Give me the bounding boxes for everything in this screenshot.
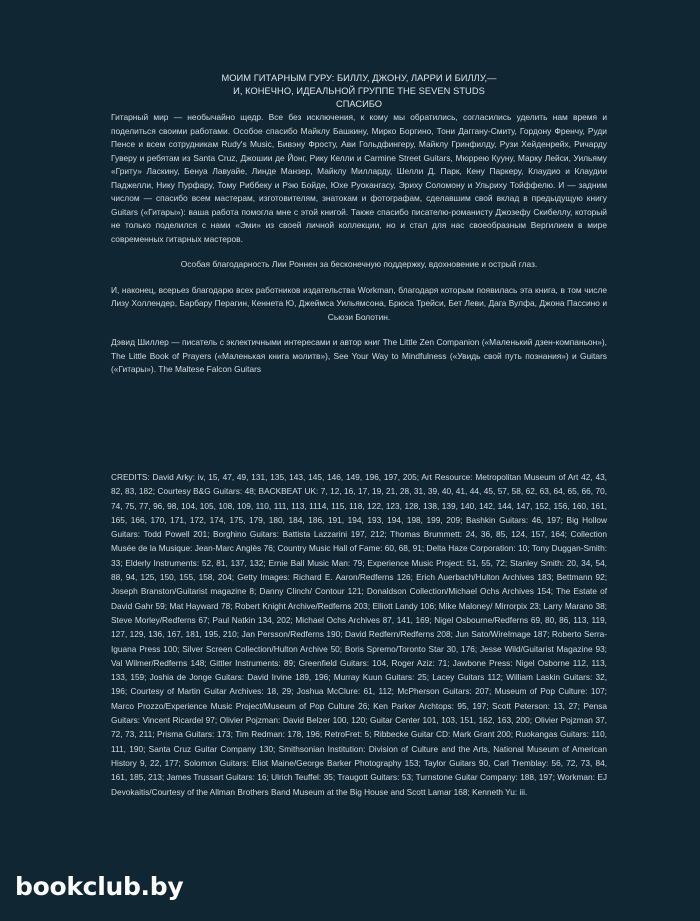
thanks-heading: СПАСИБО [335, 99, 383, 109]
author-bio-paragraph: Дэвид Шиллер — писатель с эклектичными интересами и автор книг The Little Zen Companion («Маленький дзен-компаньон»), The Little Book of Prayers («Маленькая книга молитв»), See Your Way to Mindfulness («Увидь свой путь познания») и Guitars («Гитары»). The Maltese Falcon Guitars [111, 337, 607, 374]
watermark-logo: bookclub.by [15, 872, 184, 901]
dedication-line-2: И, КОНЕЧНО, ИДЕАЛЬНОЙ ГРУППЕ THE SEVEN STUDS [233, 86, 485, 96]
special-thanks-paragraph: Особая благодарность Лии Роннен за бесконечную поддержку, вдохновение и острый глаз. [180, 259, 538, 269]
publisher-thanks-paragraph: И, наконец, всерьез благодарю всех работников издательства Workman, благодаря которым появилась эта книга, в том числе Лизу Холлендер, Барбару Перагин, Кеннета Ю, Джеймса Уильямсона, Брюса Трейси, Бет Леви, Дага Вулфа, Джона Пассино и Сьюзи Болотин. [111, 284, 607, 322]
dedication-line-1: МОИМ ГИТАРНЫМ ГУРУ: БИЛЛУ, ДЖОНУ, ЛАРРИ И БИЛЛУ,— [221, 73, 497, 83]
dedication [111, 72, 607, 98]
front-matter [111, 72, 607, 377]
thanks-paragraph: Гитарный мир — необычайно щедр. Все без исключения, к кому мы обратились, согласились уделить нам время и поделиться своими работами. Особое спасибо Майклу Башкину, Мирко Боргино, Тони Даггану-Смиту, Гордону Френчу, Руди Пенсе и всем сотрудникам Rudy's Music, Бивэну Фросту, Ави Гольдфингеру, Майклу Гринфилду, Рузи Хейденрейх, Ричарду Гуверу и ребятам из Santa Cruz, Джошии де Йонг, Рику Келли и Carmine Street Guitars, Мюррею Кууну, Марку Лейси, Уильяму «Гриту» Ласкину, Бенуа Лавуайе, Линде Манзер, Майклу Милларду, Шелли Д. Парк, Кену Паркеру, Клаудио и Клаудии Паджелли, Нику Пурфару, Тому Риббеку и Рэю Бойде, Юхе Руокангасу, Эриху Соломону и Ульриху Тойффелю. И — задним числом — спасибо всем мастерам, изготовителям, знатокам и фотографам, сделавшим свой вклад в предыдущую книгу Guitars («Гитары»): ваша работа помогла мне с этой книгой. Также спасибо писателю-романисту Джозефу Скибеллу, который не только поделился с нами «Эми» из своей личной коллекции, но и стал для нас своеобразным Вергилием в мире современных гитарных мастеров. [111, 112, 607, 244]
photo-credits: CREDITS: David Arky: iv, 15, 47, 49, 131, 135, 143, 145, 146, 149, 196, 197, 205; Art Resource: Metropolitan Museum of Art 42, 43, 82, 83, 182; Courtesy B&G Guitars: 48; BACKBEAT UK: 7, 12, 16, 17, 19, 21, 28, 31, 39, 40, 41, 44, 45, 57, 58, 62, 63, 64, 65, 66, 70, 74, 75, 77, 96, 98, 104, 105, 108, 109, 110, 111, 113, 1114, 115, 118, 122, 123, 128, 138, 139, 140, 142, 144, 147, 152, 156, 160, 161, 165, 166, 170, 171, 172, 174, 175, 179, 180, 184, 186, 191, 194, 193, 194, 198, 199, 209; Bashkin Guitars: 46, 197; Big Hollow Guitars: Todd Powell 201; Borghino Guitars: Battista Lazzarini 197, 212; Thomas Brummett: 24, 36, 85, 124, 157, 164; Collection Musée de la Musique: Jean-Marc Anglès 76; Country Music Hall of Fame: 60, 68, 91; Delta Haze Corporation: 10; Tony Duggan-Smith: 33; Elderly Instruments: 52, 81, 137, 132; Ernie Ball Music Man: 79; Experience Music Project: 51, 55, 72; Stanley Smith: 20, 34, 54, 88, 94, 125, 150, 155, 158, 204; Getty Images: Richard E. Aaron/Redferns 126; Erich Auerbach/Hulton Archives 183; Bettmann 92; Joseph Branston/Guitarist magazine 8; Danny Clinch/ Contour 121; Donaldson Collection/Michael Ochs Archives 154; The Estate of David Gahr 59; Mat Hayward 78; Robert Knight Archive/Redferns 203; Elliott Landy 106; Mike Maloney/ Mirrorpix 23; Larry Marano 38; Steve Morley/Redferns 67; Paul Natkin 134, 202; Michael Ochs Archives 87, 141, 169; Nigel Osbourne/Redferns 69, 80, 86, 113, 119, 127, 129, 136, 167, 181, 195, 210; Jan Persson/Redferns 190; David Redfern/Redferns 208; Jun Sato/WireImage 187; Roberto Serra-Iguana Press 100; Silver Screen Collection/Hulton Archive 50; Boris Spremo/Toronto Star 30, 176; Jesse Wild/Guitarist Magazine 93; Val Wilmer/Redferns 148; Gittler Instruments: 89; Greenfield Guitars: 104, Roger Aziz: 71; Jawbone Press: Nigel Osborne 112, 113, 133, 159; Joshia de Jonge Guitars: David Irvine 189, 196; Murray Kuun Guitars: 25; Lacey Guitars 112; William Laskin Guitars: 32, 196; Courtesy of Martin Guitar Archives: 18, 29; Joshua McClure: 61, 112; McPherson Guitars: 207; Museum of Pop Culture: 107; Marco Prozzo/Experience Music Project/Museum of Pop Culture 26; Ken Parker Archtops: 95, 197; Scott Peterson: 13, 27; Pensa Guitars: Vincent Ricardel 97; Olivier Pojzman: David Belzer 100, 120; Guitar Center 101, 103, 151, 162, 163, 200; Olivier Pojzman 37, 72, 73, 211; Prisma Guitars: 173; Tim Redman: 178, 196; RetroFret: 5; Ribbecke Guitar CD: Mark Grant 200; Ruokangas Guitars: 110, 111, 190; Santa Cruz Guitar Company 130; Smithsonian Institution: Division of Culture and the Arts, National Museum of American History 9, 22, 177; Solomon Guitars: Eliot Maine/George Barker Photography 153; Taylor Guitars 90, Carl Tremblay: 56, 72, 73, 84, 161, 185, 213; James Trussart Guitars: 16; Ulrich Teuffel: 35; Traugott Guitars: 53; Turnstone Guitar Company: 188, 197; Workman: EJ Devokaitis/Courtesy of the Allman Brothers Band Museum at the Big House and Scott Lamar 168; Kenneth Yu: iii. [111, 472, 607, 797]
